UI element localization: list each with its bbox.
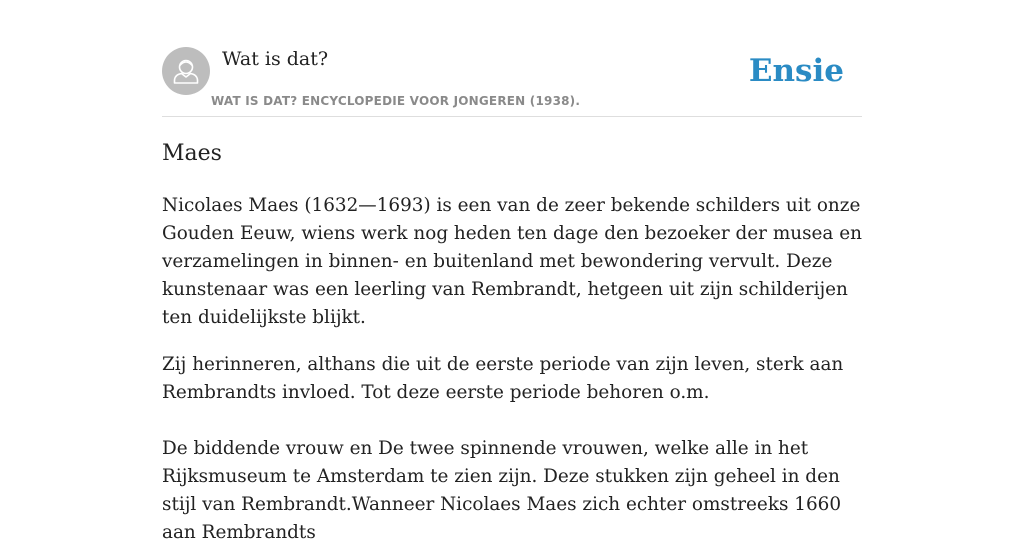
article	[162, 138, 862, 547]
brand-logo[interactable]: Ensie	[748, 53, 844, 89]
user-icon	[162, 47, 210, 95]
avatar[interactable]	[162, 47, 210, 95]
source-title[interactable]: Wat is dat?	[222, 48, 329, 70]
paragraph: De biddende vrouw en De twee spinnende vrouwen, welke alle in het Rijksmuseum te Amsterdam te zien zijn. Deze stukken zijn geheel in den stijl van Rembrandt.Wanneer Nicolaes Maes zich echter omstreeks 1660 aan Rembrandts	[162, 438, 842, 543]
source-header	[162, 46, 862, 117]
paragraph: Nicolaes Maes (1632—1693) is een van de zeer bekende schilders uit onze Gouden Eeuw, wiens werk nog heden ten dage den bezoeker der musea en verzamelingen in binnen- en buitenland met bewondering vervult. Deze kunstenaar was een leerling van Rembrandt, hetgeen uit zijn schilderijen ten duidelijkste blijkt.	[162, 195, 862, 328]
paragraph: Zij herinneren, althans die uit de eerste periode van zijn leven, sterk aan Rembrandts invloed. Tot deze eerste periode behoren o.m.	[162, 354, 844, 403]
entry-title: Maes	[162, 141, 222, 166]
source-subtitle[interactable]: WAT IS DAT? ENCYCLOPEDIE VOOR JONGEREN (1938).	[211, 94, 581, 108]
